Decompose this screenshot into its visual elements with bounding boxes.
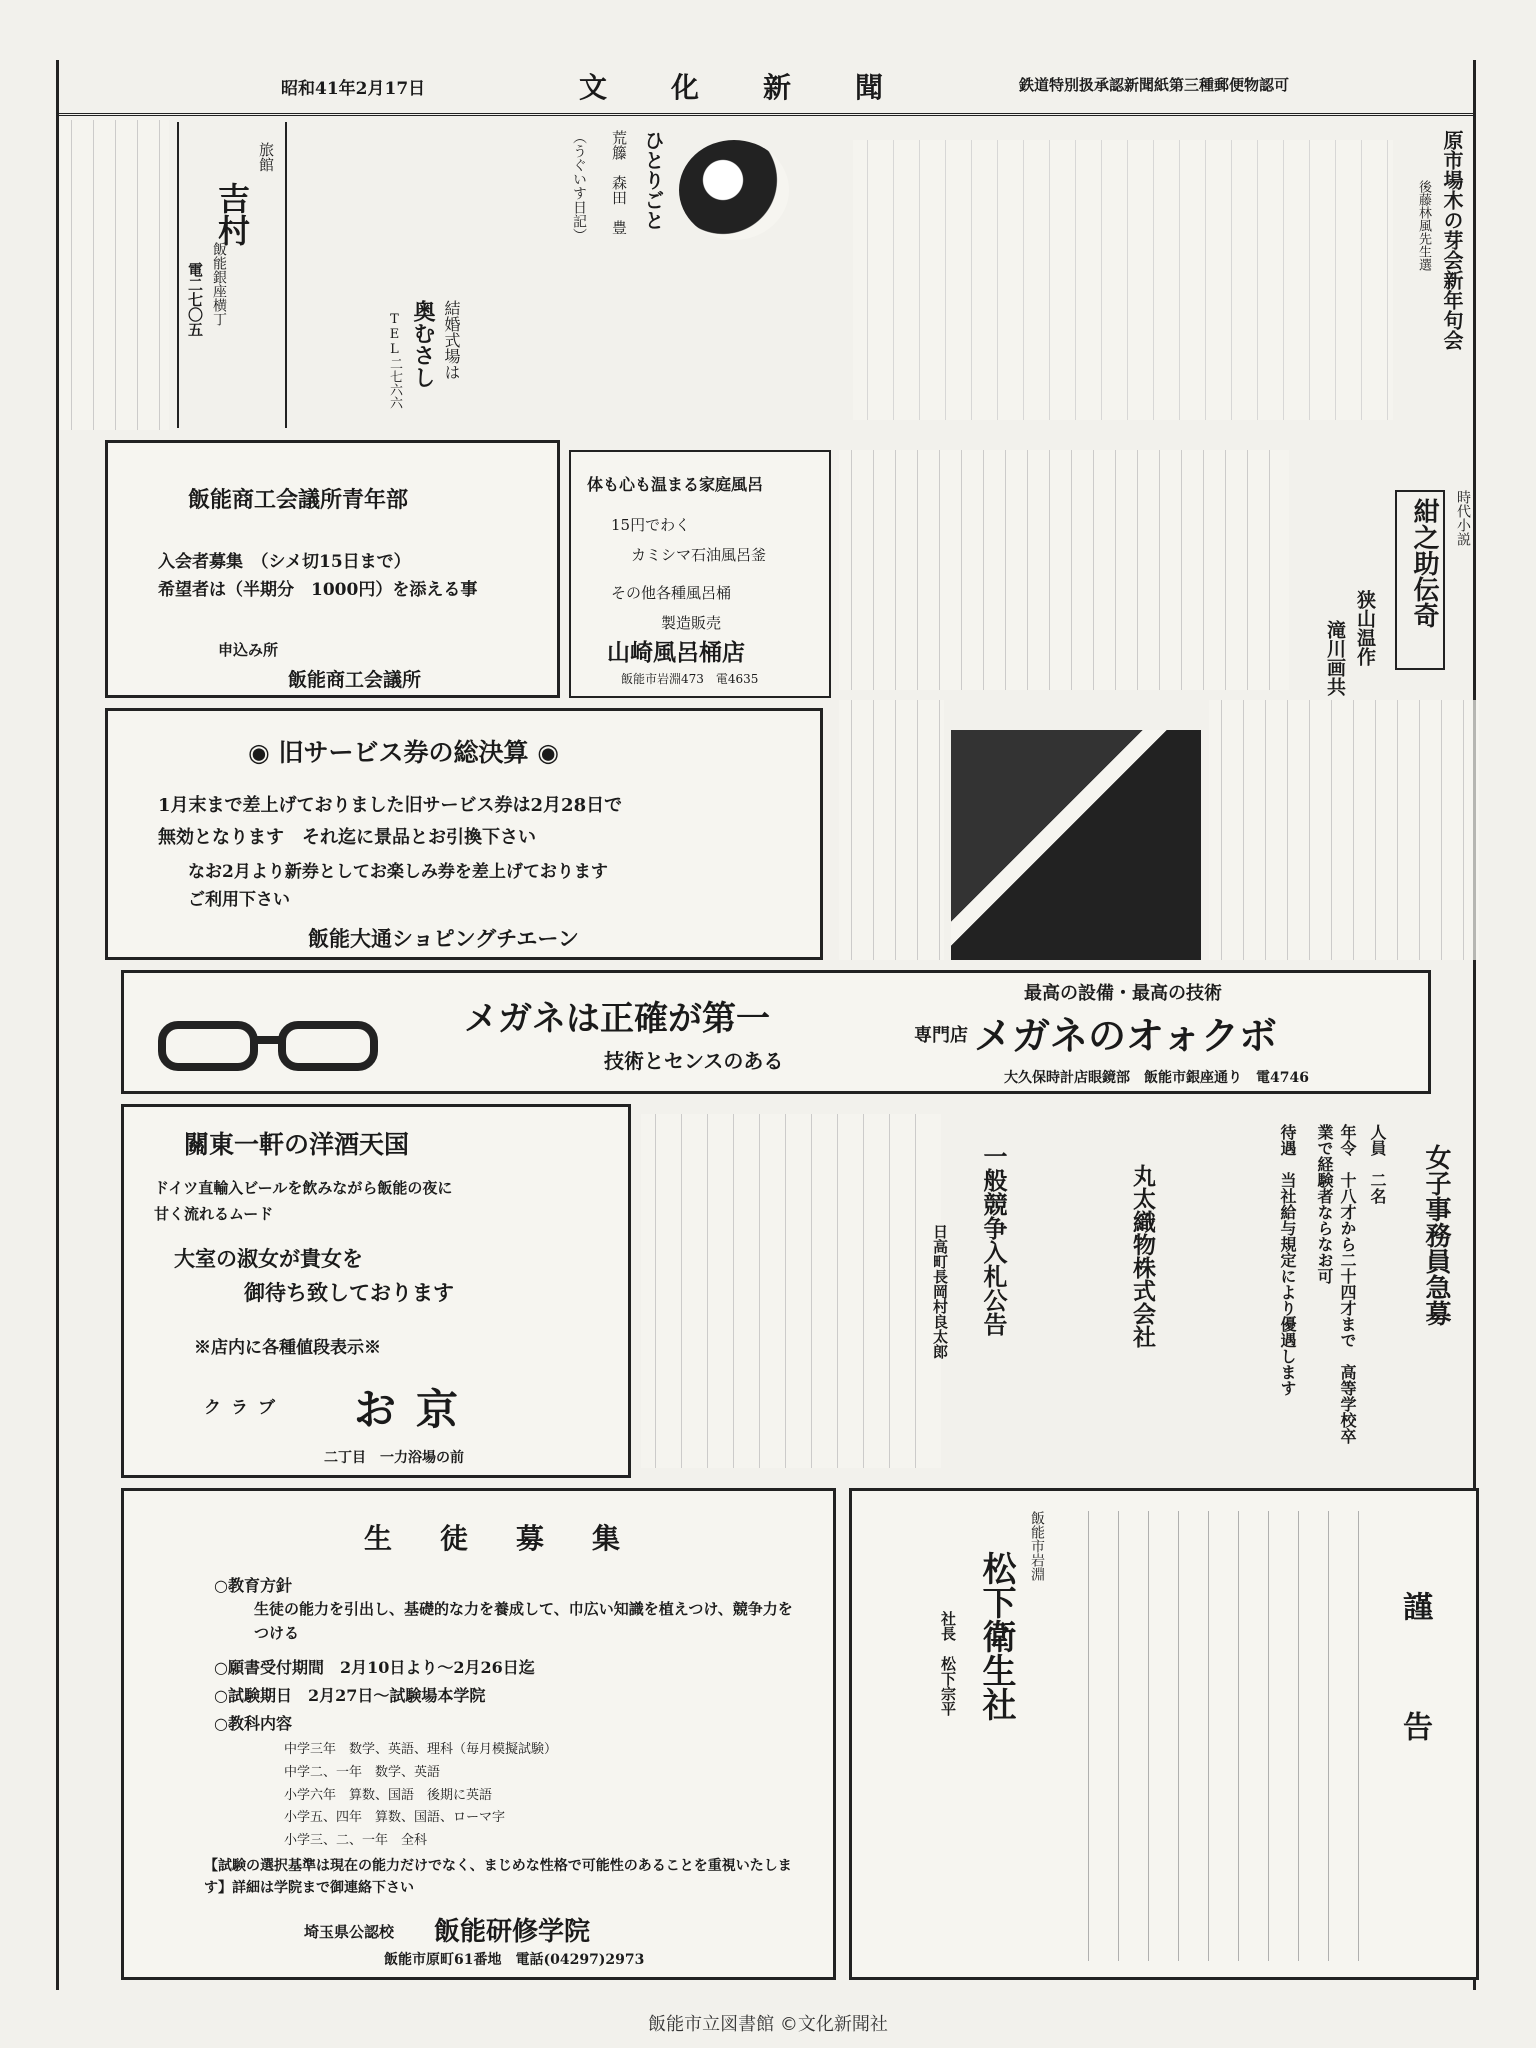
haiku-title: 原市場木の芽会新年句会 <box>1440 130 1464 350</box>
bid-notice <box>641 1104 1041 1478</box>
novel-label: 時代小説 <box>1455 490 1471 546</box>
school-subject-row: 小学六年 算数、国語 後期に英語 <box>284 1787 493 1803</box>
job-ad <box>1049 1104 1479 1478</box>
hitorigoto-sub: （うぐいす日記） <box>571 130 587 242</box>
ryokan-label: 旅館 <box>257 142 275 172</box>
coupon-line3: なお2月より新券としてお楽しみ券を差上げております <box>188 862 608 882</box>
bid-body <box>641 1114 941 1468</box>
issue-date: 昭和41年2月17日 <box>281 79 426 99</box>
megane-slogan: メガネは正確が第一 <box>464 999 770 1039</box>
job-treat: 待遇 当社給与規定により優遇します <box>1278 1124 1297 1396</box>
wedding-name: 奥むさし <box>410 300 436 388</box>
wedding-label: 結婚式場は <box>442 300 461 380</box>
job-title: 女子事務員急募 <box>1421 1144 1451 1326</box>
coupon-line2: 無効となります それ迄に景品とお引換下さい <box>158 827 536 848</box>
bath-line2: カミシマ石油風呂釜 <box>631 546 767 564</box>
wedding-tel: TEL二七六六 <box>387 312 402 409</box>
novel-body-left <box>839 700 944 960</box>
bar-line5: ※店内に各種値段表示※ <box>194 1338 381 1358</box>
chamber-line2: 希望者は（半期分 1000円）を添える事 <box>158 580 478 600</box>
bar-line1: ドイツ直輸入ビールを飲みながら飯能の夜に <box>154 1179 453 1197</box>
school-subject-row: 小学三、二、一年 全科 <box>284 1833 428 1848</box>
bid-issuer: 日高町長岡村良太郎 <box>931 1224 949 1359</box>
bath-line3: その他各種風呂桶 <box>611 584 732 602</box>
school-ad <box>121 1488 836 1980</box>
sanitation-body <box>1072 1511 1372 1961</box>
novel-title: 紺之助伝奇 <box>1395 490 1445 670</box>
chamber-org: 飯能商工会議所 <box>288 669 422 691</box>
school-note: 【試験の選択基準は現在の能力だけでなく、まじめな性格で可能性のあることを重視いたします】詳細は学院まで御連絡下さい <box>204 1858 792 1897</box>
school-period: ○願書受付期間 2月10日より〜2月26日迄 <box>214 1658 535 1677</box>
bid-title: 一般競争入札公告 <box>979 1144 1008 1336</box>
haiku-body <box>853 140 1393 420</box>
bird-illustration <box>679 140 789 240</box>
bath-line1: 15円でわく <box>611 516 691 534</box>
chamber-ad <box>105 440 560 698</box>
hitorigoto-section <box>529 120 829 430</box>
masthead <box>59 60 1473 116</box>
sanitation-name: 松下衛生社 <box>976 1551 1016 1721</box>
haiku-selector: 後藤林風先生選 <box>1416 180 1431 271</box>
bath-address: 飯能市岩淵473 電4635 <box>621 672 759 686</box>
novel-body-right <box>1209 700 1479 960</box>
glasses-illustration <box>148 991 388 1081</box>
school-subject-row: 中学三年 数学、英語、理科（毎月模擬試験） <box>284 1742 558 1757</box>
school-cert: 埼玉県公認校 <box>304 1923 395 1941</box>
newspaper-page <box>56 60 1476 1990</box>
sanitation-title: 謹 告 <box>1397 1591 1432 1771</box>
coupon-ad <box>105 708 823 960</box>
samurai-illustration <box>951 730 1201 960</box>
school-exam: ○試験期日 2月27日〜試験場本学院 <box>214 1686 486 1705</box>
hitorigoto-author: 荒籐 森田 豊 <box>610 130 628 235</box>
ryokan-ad <box>177 122 287 428</box>
school-subjects <box>284 1739 557 1853</box>
bar-ad <box>121 1104 631 1478</box>
bath-name: 山崎風呂桶店 <box>607 639 745 666</box>
chamber-line1: 入会者募集 （シメ切15日まで） <box>158 552 411 572</box>
bath-ad <box>569 450 831 698</box>
bar-line4: 御待ち致しております <box>244 1280 454 1305</box>
school-name: 飯能研修学院 <box>434 1917 591 1947</box>
novel-artist: 滝川画共 <box>1324 620 1346 696</box>
ryokan-tel: 電二七〇五 <box>186 262 204 337</box>
bar-line3: 大室の淑女が貴女を <box>174 1246 363 1271</box>
bar-title: 關東一軒の洋酒天国 <box>184 1130 410 1159</box>
job-age: 年令 十八才から二十四才まで 高等学校卒業で経験者ならなお可 <box>1315 1124 1357 1444</box>
megane-sub: 技術とセンスのある <box>604 1049 784 1073</box>
school-subject-row: 小学五、四年 算数、国語、ローマ字 <box>284 1810 506 1826</box>
newspaper-title: 文 化 新 聞 <box>579 71 902 104</box>
hitorigoto-title: ひとりごと <box>641 130 665 230</box>
school-policy: 生徒の能力を引出し、基礎的な力を養成して、巾広い知識を植えつけ、競争力をつける <box>254 1600 793 1642</box>
coupon-line1: 1月末まで差上げておりました旧サービス券は2月28日で <box>158 795 623 816</box>
novel-author: 狭山温作 <box>1354 590 1376 666</box>
megane-shop: メガネのオォクボ <box>974 1013 1278 1058</box>
coupon-line4: ご利用下さい <box>188 890 290 910</box>
bath-title: 体も心も温まる家庭風呂 <box>587 475 764 494</box>
megane-ad <box>121 970 1431 1094</box>
postal-notice: 鉄道特別扱承認新聞紙第三種郵便物認可 <box>1019 76 1290 94</box>
school-subjects-heading: ○教科内容 <box>214 1714 292 1733</box>
chamber-apply: 申込み所 <box>218 641 279 659</box>
bar-address: 二丁目 一力浴場の前 <box>324 1450 464 1466</box>
megane-top: 最高の設備・最高の技術 <box>1024 983 1222 1004</box>
sanitation-location: 飯能市岩淵 <box>1029 1511 1045 1581</box>
school-policy-heading: ○教育方針 <box>214 1576 292 1595</box>
megane-shop-pre: 専門店 <box>914 1025 968 1046</box>
novel-body-top <box>839 450 1289 690</box>
wedding-ad <box>379 292 469 428</box>
school-title: 生 徒 募 集 <box>364 1522 631 1555</box>
bar-name: お京 <box>354 1385 479 1434</box>
novel-section <box>839 440 1479 970</box>
bath-maker: 製造販売 <box>661 614 722 632</box>
bar-line2: 甘く流れるムード <box>154 1205 274 1223</box>
ryokan-address: 飯能銀座横丁 <box>211 242 227 326</box>
ryokan-name: 吉村 <box>213 182 251 246</box>
school-subject-row: 中学二、一年 数学、英語 <box>284 1764 441 1780</box>
megane-address: 大久保時計店眼鏡部 飯能市銀座通り 電4746 <box>1004 1070 1309 1086</box>
sanitation-ad <box>849 1488 1479 1980</box>
coupon-title: ◉ 旧サービス券の総決算 ◉ <box>248 738 560 767</box>
school-address: 飯能市原町61番地 電話(04297)2973 <box>384 1952 645 1968</box>
job-count: 人員 二名 <box>1368 1124 1387 1204</box>
haiku-section <box>833 120 1473 430</box>
bar-club: クラブ <box>204 1398 285 1418</box>
left-column-text <box>59 120 169 430</box>
coupon-org: 飯能大通ショピングチエーン <box>308 926 579 951</box>
chamber-title: 飯能商工会議所青年部 <box>188 487 409 513</box>
job-company: 丸太織物株式会社 <box>1129 1164 1156 1348</box>
sanitation-president: 社長 松下宗平 <box>939 1611 957 1716</box>
footer-credit: 飯能市立図書館 ©文化新聞社 <box>648 2014 888 2035</box>
